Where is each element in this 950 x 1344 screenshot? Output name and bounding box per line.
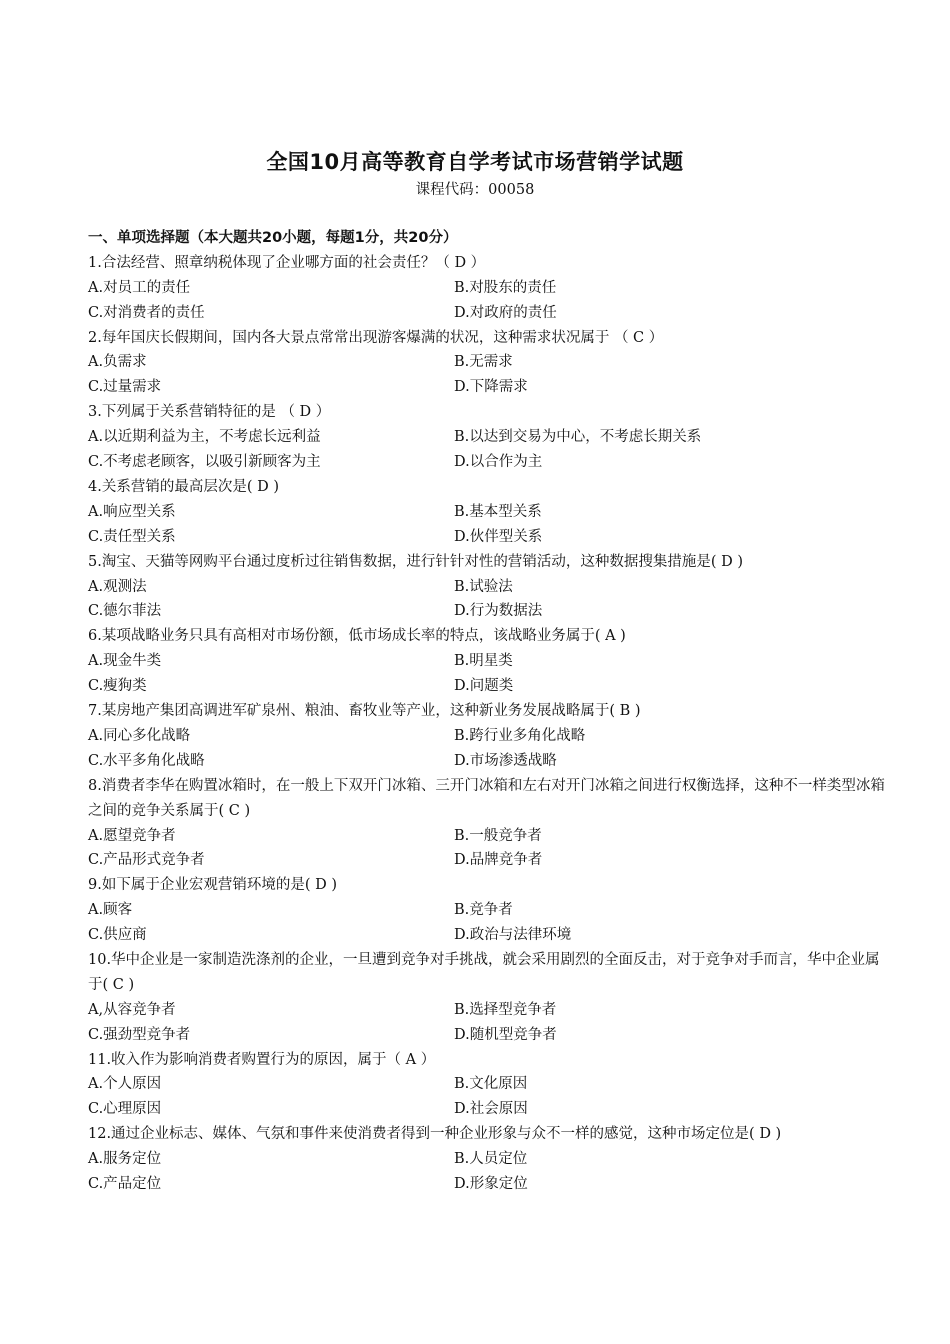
- option-b: B.跨行业多角化战略: [454, 727, 586, 744]
- option-c: C.瘦狗类: [88, 678, 147, 695]
- option-b: B.明星类: [454, 653, 513, 670]
- option-b: B.以达到交易为中心，不考虑长期关系: [454, 429, 702, 446]
- option-c: C.产品定位: [88, 1176, 162, 1193]
- option-b: B.文化原因: [454, 1076, 528, 1093]
- option-d: D.以合作为主: [454, 454, 543, 471]
- option-a: A,从容竞争者: [88, 1001, 176, 1018]
- option-row: [88, 848, 888, 873]
- option-d: D.随机型竞争者: [454, 1026, 557, 1043]
- option-c: C.责任型关系: [88, 528, 176, 545]
- option-row: [88, 649, 888, 674]
- option-row: [88, 575, 888, 600]
- option-d: D.行为数据法: [454, 603, 543, 620]
- question-text: 9.如下属于企业宏观营销环境的是( D ): [88, 877, 337, 894]
- option-a: A.个人原因: [88, 1076, 162, 1093]
- option-d: D.市场渗透战略: [454, 752, 557, 769]
- option-row: [88, 450, 888, 475]
- option-b: B.竞争者: [454, 902, 513, 919]
- question-text: 8.消费者李华在购置冰箱时，在一般上下双开门冰箱、三开门冰箱和左右对开门冰箱之间进行权衡选择，这种不一样类型冰箱之间的竞争关系属于( C ): [88, 777, 885, 819]
- question-text: 3.下列属于关系营销特征的是 （ D ）: [88, 404, 331, 421]
- option-a: A.现金牛类: [88, 653, 162, 670]
- option-row: [88, 749, 888, 774]
- option-row: [88, 276, 888, 301]
- option-row: [88, 1097, 888, 1122]
- option-row: [88, 1023, 888, 1048]
- option-row: [88, 998, 888, 1023]
- option-b: B.试验法: [454, 578, 513, 595]
- option-a: A.响应型关系: [88, 503, 176, 520]
- question-text: 7.某房地产集团高调进军矿泉州、粮油、畜牧业等产业，这种新业务发展战略属于( B ): [88, 703, 641, 720]
- option-c: C.过量需求: [88, 379, 162, 396]
- option-b: B.基本型关系: [454, 503, 542, 520]
- option-a: A.愿望竞争者: [88, 827, 176, 844]
- option-c: C.产品形式竞争者: [88, 852, 205, 869]
- option-d: D.品牌竞争者: [454, 852, 543, 869]
- option-row: [88, 1172, 888, 1197]
- option-a: A.服务定位: [88, 1151, 162, 1168]
- option-d: D.伙伴型关系: [454, 528, 543, 545]
- option-row: [88, 301, 888, 326]
- option-c: C.水平多角化战略: [88, 752, 205, 769]
- option-c: C.德尔菲法: [88, 603, 162, 620]
- option-a: A.观测法: [88, 578, 147, 595]
- option-row: [88, 1147, 888, 1172]
- option-row: [88, 375, 888, 400]
- option-d: D.形象定位: [454, 1176, 528, 1193]
- option-c: C.心理原因: [88, 1101, 162, 1118]
- question-text: 11.收入作为影响消费者购置行为的原因，属于（ A ）: [88, 1051, 436, 1068]
- option-row: [88, 599, 888, 624]
- option-c: C.对消费者的责任: [88, 304, 205, 321]
- question-text: 12.通过企业标志、媒体、气氛和事件来使消费者得到一种企业形象与众不一样的感觉，这种市场定位是( D ): [88, 1126, 782, 1143]
- question-text: 5.淘宝、天猫等网购平台通过度析过往销售数据，进行针针对性的营销活动，这种数据搜集措施是( D ): [88, 553, 743, 570]
- option-row: [88, 500, 888, 525]
- option-row: [88, 724, 888, 749]
- option-b: B.一般竞争者: [454, 827, 542, 844]
- question-text: 4.关系营销的最高层次是( D ): [88, 478, 279, 495]
- option-row: [88, 1072, 888, 1097]
- option-row: [88, 525, 888, 550]
- section-heading: 一、单项选择题（本大题共20小题，每题1分，共20分）: [88, 230, 458, 246]
- option-a: A.对员工的责任: [88, 279, 191, 296]
- option-a: A.以近期利益为主，不考虑长远利益: [88, 429, 321, 446]
- page-title: 全国10月高等教育自学考试市场营销学试题: [266, 150, 684, 174]
- course-code: 课程代码：00058: [415, 182, 535, 198]
- option-d: D.问题类: [454, 678, 514, 695]
- option-row: [88, 350, 888, 375]
- option-d: D.下降需求: [454, 379, 528, 396]
- option-row: [88, 425, 888, 450]
- question-text: 2.每年国庆长假期间，国内各大景点常常出现游客爆满的状况，这种需求状况属于 （ C ）: [88, 329, 664, 346]
- option-d: D.社会原因: [454, 1101, 528, 1118]
- option-a: A.顾客: [88, 902, 133, 919]
- option-a: A.负需求: [88, 354, 147, 371]
- option-b: B.无需求: [454, 354, 513, 371]
- option-b: B.选择型竞争者: [454, 1001, 557, 1018]
- option-d: D.政治与法律环境: [454, 927, 572, 944]
- question-text: 10.华中企业是一家制造洗涤剂的企业，一旦遭到竞争对手挑战，就会采用剧烈的全面反击，对于竞争对手而言，华中企业属于( C ): [88, 951, 880, 993]
- option-row: [88, 898, 888, 923]
- question-text: 6.某项战略业务只具有高相对市场份额，低市场成长率的特点，该战略业务属于( A ): [88, 628, 626, 645]
- option-row: [88, 824, 888, 849]
- question-text: 1.合法经营、照章纳税体现了企业哪方面的社会责任？（ D ）: [88, 254, 486, 271]
- option-d: D.对政府的责任: [454, 304, 557, 321]
- option-c: C.强劲型竞争者: [88, 1026, 191, 1043]
- option-c: C.不考虑老顾客，以吸引新顾客为主: [88, 454, 321, 471]
- option-row: [88, 674, 888, 699]
- option-b: B.人员定位: [454, 1151, 528, 1168]
- option-a: A.同心多化战略: [88, 727, 191, 744]
- option-row: [88, 923, 888, 948]
- option-c: C.供应商: [88, 927, 147, 944]
- option-b: B.对股东的责任: [454, 279, 557, 296]
- exam-content: [88, 226, 888, 1197]
